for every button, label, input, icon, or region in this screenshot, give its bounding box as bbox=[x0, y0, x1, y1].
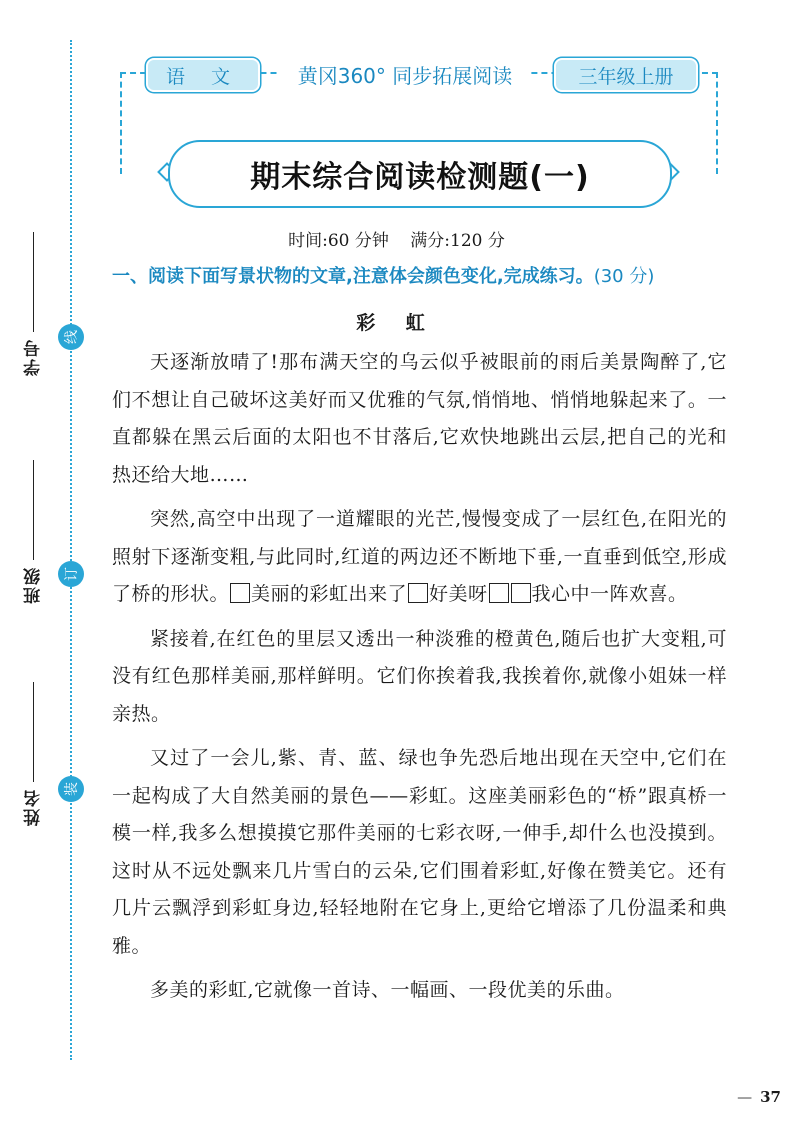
punctuation-blank-3[interactable] bbox=[489, 583, 509, 603]
paragraph-2-text-a: 突然,高空中出现了一道耀眼的光芒,慢慢变成了一层红色,在阳光的照射下逐渐变粗,与此同时,红道的两边还不断地下垂,一直垂到低空,形成了桥的形状。 bbox=[112, 508, 727, 605]
exam-full-score: 满分:120 分 bbox=[410, 231, 505, 251]
class-blank[interactable] bbox=[33, 460, 34, 560]
paragraph-3: 紧接着,在红色的里层又透出一种淡雅的橙黄色,随后也扩大变粗,可没有红色那样美丽,那样鲜明。它们你挨着我,我挨着你,就像小姐妹一样亲热。 bbox=[112, 627, 727, 725]
name-field[interactable] bbox=[18, 682, 48, 826]
paragraph-5: 多美的彩虹,它就像一首诗、一幅画、一段优美的乐曲。 bbox=[150, 979, 625, 1001]
page-number-value: 37 bbox=[760, 1088, 781, 1106]
article-body bbox=[112, 344, 727, 1017]
page-number: — 37 bbox=[737, 1088, 781, 1106]
subject-pill: 语 文 bbox=[146, 58, 260, 92]
punctuation-blank-1[interactable] bbox=[230, 583, 250, 603]
paragraph-4: 又过了一会儿,紫、青、蓝、绿也争先恐后地出现在天空中,它们在一起构成了大自然美丽的景色——彩虹。这座美丽彩色的“桥”跟真桥一模一样,我多么想摸摸它那件美丽的七彩衣呀,一伸手,却什么也没摸到。这时从不远处飘来几片雪白的云朵,它们围着彩虹,好像在赞美它。还有几片云飘浮到彩虹身边,轻轻地附在它身上,更给它增添了几份温柔和典雅。 bbox=[112, 747, 727, 957]
class-field[interactable] bbox=[18, 460, 48, 604]
section-score: (30 分) bbox=[593, 266, 655, 287]
binding-badge-line: 线 bbox=[58, 324, 84, 350]
paragraph-2 bbox=[112, 501, 727, 614]
binding-badge-bind: 装 bbox=[58, 776, 84, 802]
binding-dotted-line bbox=[70, 40, 72, 1060]
series-title: 黄冈360° 同步拓展阅读 bbox=[280, 60, 530, 89]
section-heading bbox=[112, 262, 752, 288]
student-number-field[interactable] bbox=[18, 232, 48, 376]
class-label: 班级 bbox=[23, 566, 44, 604]
exam-info bbox=[0, 226, 793, 251]
name-label: 姓名 bbox=[23, 788, 44, 826]
punctuation-blank-4[interactable] bbox=[511, 583, 531, 603]
punctuation-blank-2[interactable] bbox=[408, 583, 428, 603]
student-number-label: 学号 bbox=[23, 338, 44, 376]
paragraph-2-text-b: 美丽的彩虹出来了 bbox=[251, 583, 408, 605]
paragraph-2-text-d: 我心中一阵欢喜。 bbox=[531, 583, 688, 605]
page-title: 期末综合阅读检测题(一) bbox=[250, 160, 590, 195]
name-blank[interactable] bbox=[33, 682, 34, 782]
article-title: 彩 虹 bbox=[356, 312, 437, 334]
paragraph-2-text-c: 好美呀 bbox=[429, 583, 488, 605]
paragraph-1: 天逐渐放晴了!那布满天空的乌云似乎被眼前的雨后美景陶醉了,它们不想让自己破坏这美好而又优雅的气氛,悄悄地、悄悄地躲起来了。一直都躲在黑云后面的太阳也不甘落后,它欢快地跳出云层,把自己的光和热还给大地…… bbox=[112, 351, 727, 486]
title-box bbox=[168, 140, 672, 208]
binding-badge-staple: 订 bbox=[58, 561, 84, 587]
section-instruction: 一、阅读下面写景状物的文章,注意体会颜色变化,完成练习。 bbox=[112, 266, 594, 287]
grade-pill: 三年级上册 bbox=[554, 58, 698, 92]
exam-time: 时间:60 分钟 bbox=[288, 231, 389, 251]
